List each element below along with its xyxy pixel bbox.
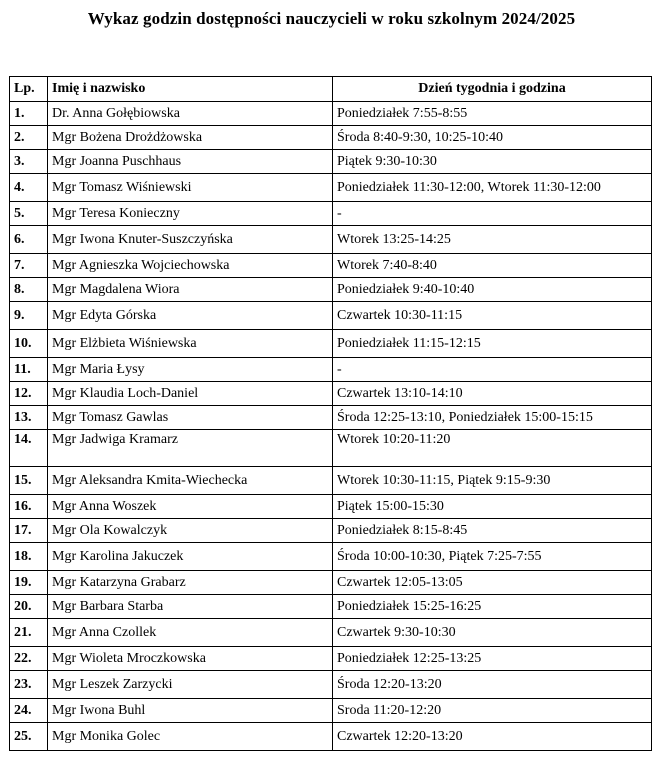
teacher-name: Mgr Joanna Puschhaus [48,150,333,174]
row-number: 20. [10,595,48,619]
page-title: Wykaz godzin dostępności nauczycieli w roku szkolnym 2024/2025 [87,9,576,28]
teacher-name: Mgr Karolina Jakuczek [48,543,333,571]
availability-time: - [333,202,652,226]
row-number: 4. [10,174,48,202]
row-number: 14. [10,430,48,467]
table-row [10,302,652,330]
header-name: Imię i nazwisko [48,77,333,102]
table-row [10,595,652,619]
availability-time: Wtorek 10:30-11:15, Piątek 9:15-9:30 [333,467,652,495]
availability-time: Czwartek 12:05-13:05 [333,571,652,595]
header-day-time: Dzień tygodnia i godzina [333,77,652,102]
availability-time: Czwartek 9:30-10:30 [333,619,652,647]
table-row [10,495,652,519]
row-number: 22. [10,647,48,671]
table-row [10,430,652,467]
availability-time: - [333,358,652,382]
teacher-name: Mgr Edyta Górska [48,302,333,330]
table-row [10,543,652,571]
teacher-name: Mgr Aleksandra Kmita-Wiechecka [48,467,333,495]
table-row [10,278,652,302]
row-number: 25. [10,723,48,751]
teacher-name: Mgr Tomasz Wiśniewski [48,174,333,202]
availability-time: Poniedziałek 9:40-10:40 [333,278,652,302]
teacher-name: Mgr Jadwiga Kramarz [48,430,333,467]
teacher-name: Mgr Leszek Zarzycki [48,671,333,699]
row-number: 21. [10,619,48,647]
table-row [10,102,652,126]
availability-time: Sroda 11:20-12:20 [333,699,652,723]
row-number: 1. [10,102,48,126]
teacher-name: Mgr Monika Golec [48,723,333,751]
row-number: 8. [10,278,48,302]
availability-time: Wtorek 7:40-8:40 [333,254,652,278]
row-number: 23. [10,671,48,699]
row-number: 19. [10,571,48,595]
table-row [10,671,652,699]
row-number: 10. [10,330,48,358]
availability-time: Środa 10:00-10:30, Piątek 7:25-7:55 [333,543,652,571]
table-row [10,254,652,278]
row-number: 3. [10,150,48,174]
table-row [10,382,652,406]
table-row [10,571,652,595]
row-number: 17. [10,519,48,543]
teacher-name: Mgr Teresa Konieczny [48,202,333,226]
table-row [10,358,652,382]
table-row [10,406,652,430]
availability-time: Poniedziałek 12:25-13:25 [333,647,652,671]
table-row [10,467,652,495]
teacher-name: Mgr Maria Łysy [48,358,333,382]
row-number: 7. [10,254,48,278]
row-number: 2. [10,126,48,150]
teacher-name: Mgr Klaudia Loch-Daniel [48,382,333,406]
table-row [10,647,652,671]
availability-time: Poniedziałek 8:15-8:45 [333,519,652,543]
availability-time: Poniedziałek 11:30-12:00, Wtorek 11:30-12:00 [333,174,652,202]
row-number: 13. [10,406,48,430]
teacher-name: Mgr Anna Czollek [48,619,333,647]
teacher-name: Mgr Tomasz Gawlas [48,406,333,430]
table-row [10,226,652,254]
table-row [10,202,652,226]
teacher-name: Mgr Ola Kowalczyk [48,519,333,543]
teacher-name: Mgr Katarzyna Grabarz [48,571,333,595]
teacher-name: Mgr Elżbieta Wiśniewska [48,330,333,358]
availability-time: Poniedziałek 15:25-16:25 [333,595,652,619]
teacher-name: Mgr Anna Woszek [48,495,333,519]
row-number: 16. [10,495,48,519]
availability-time: Wtorek 10:20-11:20 [333,430,652,467]
availability-time: Czwartek 12:20-13:20 [333,723,652,751]
availability-time: Środa 12:25-13:10, Poniedziałek 15:00-15:15 [333,406,652,430]
row-number: 15. [10,467,48,495]
row-number: 24. [10,699,48,723]
teacher-name: Dr. Anna Gołębiowska [48,102,333,126]
table-row [10,723,652,751]
row-number: 6. [10,226,48,254]
teacher-name: Mgr Iwona Knuter-Suszczyńska [48,226,333,254]
availability-time: Czwartek 13:10-14:10 [333,382,652,406]
availability-time: Środa 8:40-9:30, 10:25-10:40 [333,126,652,150]
availability-time: Poniedziałek 7:55-8:55 [333,102,652,126]
row-number: 5. [10,202,48,226]
teacher-name: Mgr Bożena Drożdżowska [48,126,333,150]
table-row [10,699,652,723]
teacher-name: Mgr Barbara Starba [48,595,333,619]
table-row [10,619,652,647]
availability-time: Poniedziałek 11:15-12:15 [333,330,652,358]
availability-time: Czwartek 10:30-11:15 [333,302,652,330]
teacher-name: Mgr Magdalena Wiora [48,278,333,302]
header-lp: Lp. [10,77,48,102]
table-row [10,330,652,358]
table-row [10,126,652,150]
row-number: 11. [10,358,48,382]
row-number: 9. [10,302,48,330]
table-row [10,150,652,174]
row-number: 12. [10,382,48,406]
availability-time: Środa 12:20-13:20 [333,671,652,699]
row-number: 18. [10,543,48,571]
teacher-name: Mgr Iwona Buhl [48,699,333,723]
table-header-row [10,77,652,102]
availability-time: Piątek 9:30-10:30 [333,150,652,174]
availability-time: Piątek 15:00-15:30 [333,495,652,519]
availability-table [9,76,652,751]
table-row [10,174,652,202]
availability-time: Wtorek 13:25-14:25 [333,226,652,254]
teacher-name: Mgr Agnieszka Wojciechowska [48,254,333,278]
table-row [10,519,652,543]
teacher-name: Mgr Wioleta Mroczkowska [48,647,333,671]
